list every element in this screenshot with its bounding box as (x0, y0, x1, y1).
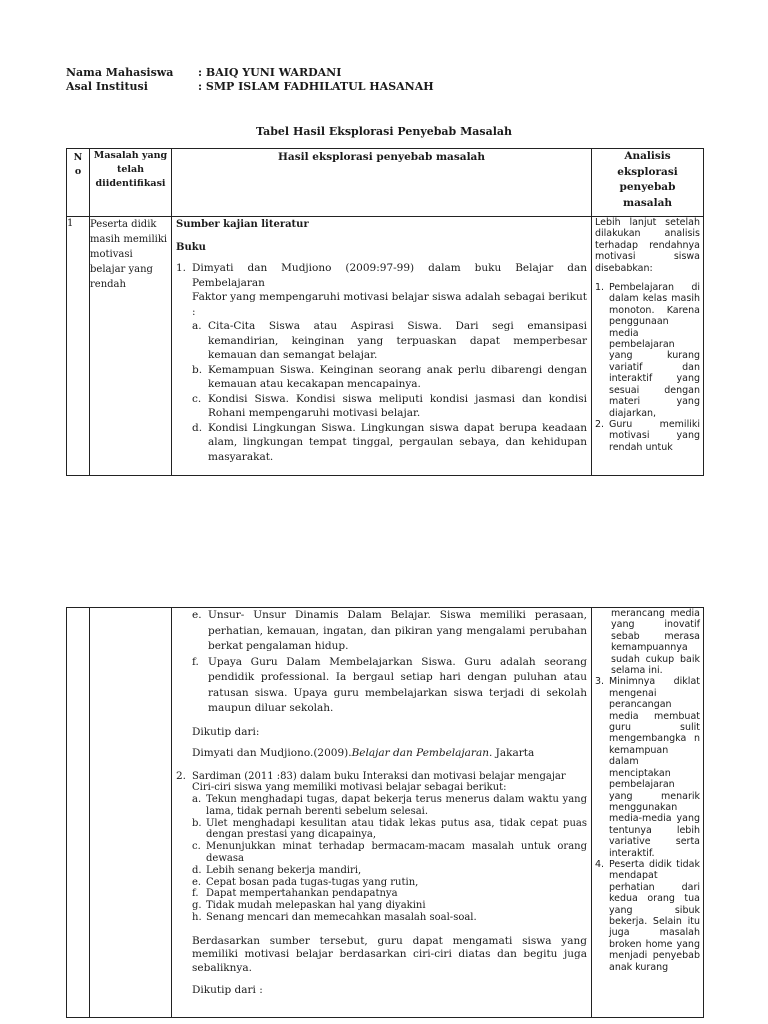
name-label: Nama Mahasiswa (66, 66, 174, 79)
trait-item-text: Senang mencari dan memecahkan masalah soal-soal. (206, 912, 477, 924)
list-item (192, 319, 587, 363)
analysis-cell (592, 217, 704, 476)
trait-list (192, 794, 587, 924)
quoted-from-1: Dikutip dari: (192, 725, 260, 738)
list-item (192, 392, 587, 421)
analysis-item-text: Pembelajaran di dalam kelas masih monoton. Karena penggunaan media pembelajaran yang kurang variatif dan interaktif yang sesuai dengan materi yang diajarkan, (609, 282, 700, 419)
trait-item (192, 794, 587, 818)
list-item-text: Unsur- Unsur Dinamis Dalam Belajar. Siswa memiliki perasaan, perhatian, kemauan, ingatan, dan pikiran yang mengalami perubahan berkat pengalaman hidup. (208, 609, 587, 652)
row-number: 1 (67, 217, 90, 476)
table-title: Tabel Hasil Eksplorasi Penyebab Masalah (255, 125, 513, 138)
table-row-continued (67, 608, 704, 1018)
exploration-table-page-1 (66, 148, 704, 476)
trait-item-text: Tidak mudah melepaskan hal yang diyakini (206, 900, 426, 912)
trait-item-marker: c. (192, 841, 201, 853)
analysis-item-marker: 2. (595, 418, 605, 430)
list-item (176, 655, 587, 717)
trait-item (192, 818, 587, 842)
row-number-continued (67, 608, 90, 1018)
list-item-marker: e. (192, 609, 202, 621)
list-item-marker: f. (192, 655, 199, 668)
analysis-item-marker: 1. (595, 282, 605, 294)
list-item-text: Kemampuan Siswa. Keinginan seorang anak perlu dibarengi dengan kemauan atau kecakapan mencapainya. (208, 363, 587, 390)
trait-item-text: Dapat mempertahankan pendapatnya (206, 888, 398, 900)
table-row (67, 217, 704, 476)
list-item-marker: a. (192, 320, 202, 332)
list-item-marker: b. (192, 363, 203, 376)
literature-item-1-title: Dimyati dan Mudjiono (2009:97-99) dalam buku Belajar dan Pembelajaran (192, 262, 587, 289)
literature-item-1: 1. Dimyati dan Mudjiono (2009:97-99) dalam buku Belajar dan Pembelajaran Faktor yang mempengaruhi motivasi belajar siswa adalah sebagai berikut : a. Cita-Cita Siswa atau Aspirasi Siswa. Dari segi emansipasi kemandirian, keinginan yang terpuaskan dapat memperbesar kemauan dan semangat belajar. b. Kemampuan Siswa. Keinginan seorang anak perlu dibarengi dengan kemauan atau kecakapan mencapainya. c. Kondisi Siswa. Kondisi siswa meliputi kondisi jasmasi dan kondisi Rohani mempengaruhi motivasi belajar. d. Kondisi Lingkungan Siswa. Lingkungan siswa dapat berupa keadaan alam, lingkungan tempat tinggal, pergaulan sebaya, dan kehidupan masyarakat. (176, 262, 587, 463)
trait-item-marker: g. (192, 900, 202, 912)
trait-item-marker: a. (192, 794, 202, 806)
analysis-item-text: Minimnya diklat mengenai perancangan media membuat guru sulit mengembangka n kemampuan dalam menciptakan pembelajaran yang menarik menggunakan media-media yang tentunya lebih variative serta interaktif. (609, 676, 700, 859)
analysis-item-text: Guru memiliki motivasi yang rendah untuk (609, 418, 700, 453)
institution-label: Asal Institusi (66, 80, 148, 93)
literature-item-1-intro: Faktor yang mempengaruhi motivasi belajar siswa adalah sebagai berikut : (192, 291, 587, 318)
trait-item-marker: f. (192, 888, 199, 900)
problem-cell-continued (90, 608, 172, 1018)
table-header-row (67, 149, 704, 217)
list-item (192, 363, 587, 392)
list-item-marker: c. (192, 392, 202, 405)
header-hasil: Hasil eksplorasi penyebab masalah (172, 149, 592, 217)
name-value: : BAIQ YUNI WARDANI (198, 66, 342, 79)
analysis-intro: Lebih lanjut setelah dilakukan analisis terhadap rendahnya motivasi siswa disebabkan: (595, 217, 700, 274)
analysis-list-continued (595, 676, 700, 973)
trait-item (192, 900, 587, 912)
trait-item (192, 865, 587, 877)
trait-item-text: Menunjukkan minat terhadap bermacam-macam masalah untuk orang dewasa (206, 841, 587, 865)
institution-row (66, 80, 434, 94)
conclusion-paragraph: Berdasarkan sumber tersebut, guru dapat mengamati siswa yang memiliki motivasi belajar berdasarkan ciri-ciri diatas dan begitu juga sebaliknya. (192, 934, 587, 974)
trait-item-text: Tekun menghadapi tugas, dapat bekerja terus menerus dalam waktu yang lama, tidak pernah berenti sebelum selesai. (206, 794, 587, 817)
list-item-marker: d. (192, 421, 203, 434)
reference-1: Dimyati dan Mudjiono.(2009).Belajar dan Pembelajaran. Jakarta (192, 746, 535, 759)
trait-item (192, 888, 587, 900)
literature-item-2: 2. Sardiman (2011 :83) dalam buku Interaksi dan motivasi belajar mengajar Ciri-ciri siswa yang memiliki motivasi belajar sebagai berikut: a. Tekun menghadapi tugas, dapat bekerja terus menerus dalam waktu yang lama, tidak pernah berenti sebelum selesai. b. Ulet menghadapi kesulitan atau tidak lekas putus asa, tidak cepat puas dengan prestasi yang dicapainya, c. Menunjukkan minat terhadap bermacam-macam masalah untuk orang dewasa d. Lebih senang bekerja mandiri, e. Cepat bosan pada tugas-tugas yang rutin, f. Dapat mempertahankan pendapatnya g. Tidak mudah melepaskan hal yang diyakini h. Senang mencari dan memecahkan masalah soal-soal. Berdasarkan sumber tersebut, guru dapat mengamati siswa yang memiliki motivasi belajar berdasarkan ciri-ciri diatas dan begitu juga sebaliknya. Dikutip dari : (176, 769, 587, 997)
literature-item-2-intro: Ciri-ciri siswa yang memiliki motivasi belajar sebagai berikut: (192, 782, 507, 794)
list-item-text: Cita-Cita Siswa atau Aspirasi Siswa. Dari segi emansipasi kemandirian, keinginan yang terpuaskan dapat memperbesar kemauan dan semangat belajar. (208, 320, 587, 361)
trait-item-text: Ulet menghadapi kesulitan atau tidak lekas putus asa, tidak cepat puas dengan prestasi yang dicapainya, (206, 817, 587, 841)
trait-item-text: Lebih senang bekerja mandiri, (206, 864, 362, 876)
analysis-item (595, 859, 700, 973)
literature-item-2-title: Sardiman (2011 :83) dalam buku Interaksi dan motivasi belajar mengajar (192, 770, 566, 782)
analysis-cell-continued (592, 608, 704, 1018)
header-masalah: Masalah yang telah diidentifikasi (90, 149, 172, 217)
factor-list (192, 319, 587, 464)
trait-item-marker: h. (192, 912, 202, 924)
exploration-cell (172, 217, 592, 476)
analysis-item-text: Peserta didik tidak mendapat perhatian dari kedua orang tua yang sibuk bekerja. Selain itu juga masalah broken home yang menjadi penyebab anak kurang (609, 858, 700, 973)
quoted-from-2: Dikutip dari : (192, 984, 263, 997)
trait-item (192, 877, 587, 889)
analysis-item-marker: 3. (595, 676, 605, 688)
institution-value: : SMP ISLAM FADHILATUL HASANAH (198, 80, 434, 93)
source-heading: Sumber kajian literatur (176, 219, 309, 230)
analysis-continued-text: merancang media yang inovatif sebab merasa kemampuannya sudah cukup baik selama ini. (611, 608, 700, 677)
trait-item-marker: b. (192, 817, 202, 829)
trait-item (192, 841, 587, 865)
trait-item-text: Cepat bosan pada tugas-tugas yang rutin, (206, 876, 419, 888)
analysis-list (595, 282, 700, 453)
analysis-item-marker: 4. (595, 858, 605, 870)
list-item-text: Kondisi Lingkungan Siswa. Lingkungan siswa dapat berupa keadaan alam, lingkungan tempat tinggal, pergaulan sebaya, dan kehidupan masyarakat. (208, 421, 587, 463)
exploration-cell-continued (172, 608, 592, 1018)
book-heading: Buku (176, 241, 206, 253)
student-name-row (66, 66, 434, 80)
header-no: N o (67, 149, 90, 217)
list-item-text: Upaya Guru Dalam Membelajarkan Siswa. Guru adalah seorang pendidik professional. Ia bergaul setiap hari dengan puluhan atau ratusan siswa. Upaya guru membelajarkan siswa terjadi di sekolah maupun diluar sekolah. (208, 655, 587, 714)
header-analisis: Analisis eksplorasi penyebab masalah (592, 149, 704, 217)
list-item (176, 608, 587, 655)
analysis-item (595, 419, 700, 453)
student-info (66, 66, 434, 94)
factor-list-continued (176, 608, 587, 717)
trait-item (192, 912, 587, 924)
list-item (192, 421, 587, 465)
exploration-table-page-2 (66, 607, 704, 1018)
analysis-item (595, 282, 700, 419)
list-item-text: Kondisi Siswa. Kondisi siswa meliputi kondisi jasmasi dan kondisi Rohani mempengaruhi motivasi belajar. (208, 392, 587, 419)
analysis-item (595, 676, 700, 859)
problem-cell: Peserta didik masih memiliki motivasi belajar yang rendah (90, 217, 172, 476)
trait-item-marker: d. (192, 864, 202, 876)
trait-item-marker: e. (192, 876, 202, 888)
